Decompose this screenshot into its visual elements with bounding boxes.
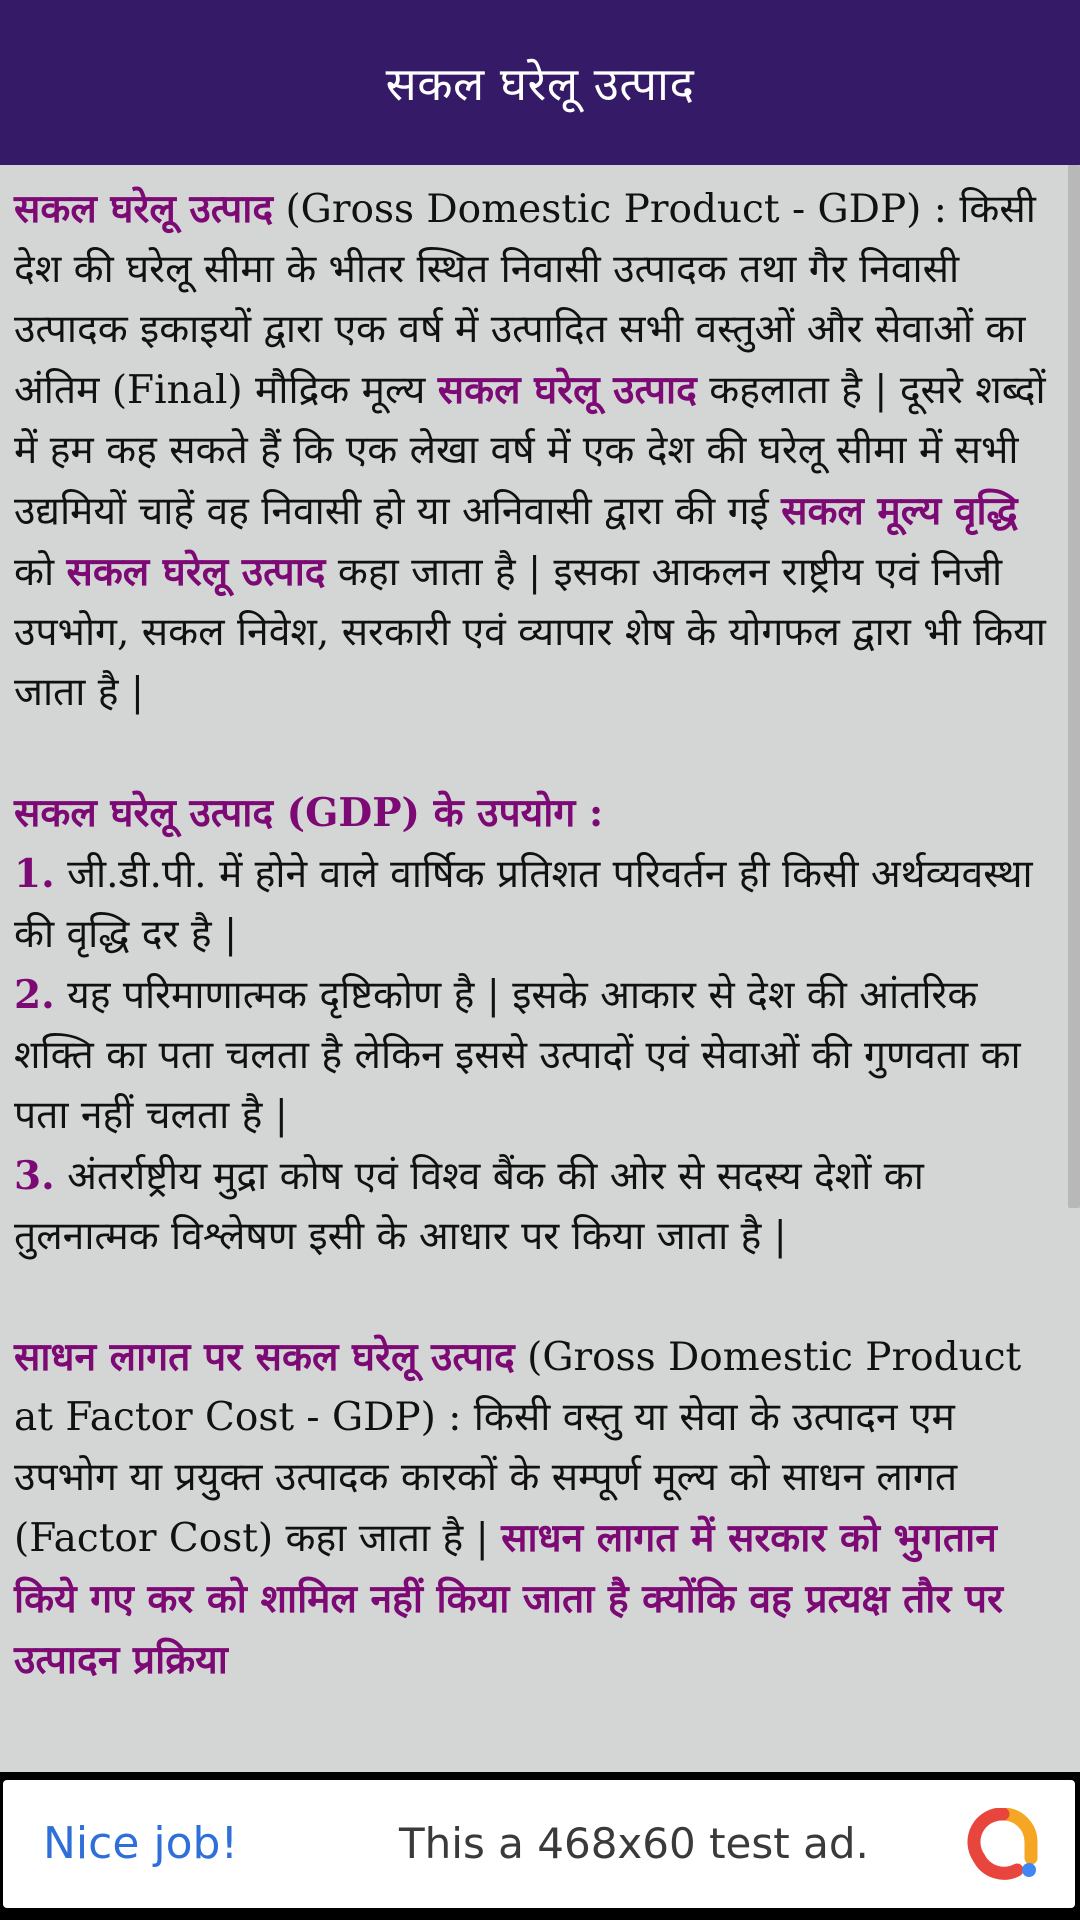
ad-text: This a 468x60 test ad. xyxy=(399,1819,869,1868)
paragraph-text: (Gross Domestic Product - GDP) : किसी देश की घरेलू सीमा के भीतर स्थित निवासी उत्पादक तथा गैर निवासी उत्पादक इकाइयों द्वारा एक वर्ष में उत्पादित सभी वस्तुओं और सेवाओं का अंतिम (Final) मौद्रिक मूल्य xyxy=(14,187,1036,413)
paragraph-text: (Gross Domestic Product at Factor Cost - GDP) : किसी वस्तु या सेवा के उत्पादन एम उपभोग या प्रयुक्त उत्पादक कारकों के सम्पूर्ण मूल्य को साधन लागत (Factor Cost) कहा जाता है | xyxy=(14,1335,1022,1561)
highlight-term: सकल घरेलू उत्पाद xyxy=(437,367,697,413)
list-item: जी.डी.पी. में होने वाले वार्षिक प्रतिशत परिवर्तन ही किसी अर्थव्यवस्था की वृद्धि दर है | xyxy=(14,852,1033,957)
list-item: यह परिमाणात्मक दृष्टिकोण है | इसके आकार से देश की आंतरिक शक्ति का पता चलता है लेकिन इससे उत्पादों एवं सेवाओं की गुणवता का पता नहीं चलता है | xyxy=(14,973,1021,1138)
paragraph-text: कहलाता है | दूसरे शब्दों में हम कह सकते हैं कि एक लेखा वर्ष में एक देश की घरेलू सीमा में सभी उद्यमियों चाहें वह निवासी हो या अनिवासी द्वारा की गई xyxy=(14,368,1046,534)
highlight-term: साधन लागत पर सकल घरेलू उत्पाद xyxy=(14,1334,515,1380)
gdp-definition-paragraph xyxy=(14,179,1058,723)
list-number: 2. xyxy=(14,972,55,1018)
ad-content[interactable] xyxy=(3,1780,1075,1908)
paragraph-text: कहा जाता है | इसका आकलन राष्ट्रीय एवं निजी उपभोग, सकल निवेश, सरकारी एवं व्यापार शेष के योगफल द्वारा भी किया जाता है | xyxy=(14,550,1046,715)
highlight-term: साधन लागत में सरकार को भुगतान किये गए कर को शामिल नहीं किया जाता है क्योंकि वह प्रत्यक्ष तौर पर उत्पादन प्रक्रिया xyxy=(14,1515,1003,1683)
factor-cost-paragraph xyxy=(14,1327,1058,1691)
highlight-term: सकल मूल्य वृद्धि xyxy=(781,488,1018,534)
page-title: सकल घरेलू उत्पाद xyxy=(385,56,695,111)
highlight-term: सकल घरेलू उत्पाद xyxy=(14,186,274,232)
list-number: 1. xyxy=(14,851,55,897)
app-bar xyxy=(0,0,1080,165)
list-item: अंतर्राष्ट्रीय मुद्रा कोष एवं विश्व बैंक की ओर से सदस्य देशों का तुलनात्मक विश्लेषण इसी के आधार पर किया जाता है | xyxy=(14,1154,924,1259)
article-content[interactable] xyxy=(0,165,1068,1772)
gdp-uses-section xyxy=(14,783,1058,1267)
ad-network-logo-icon xyxy=(967,1808,1039,1880)
list-number: 3. xyxy=(14,1153,55,1199)
paragraph-text: को xyxy=(14,550,67,595)
scrollbar[interactable] xyxy=(1068,165,1080,1772)
section-heading: सकल घरेलू उत्पाद (GDP) के उपयोग : xyxy=(14,790,604,836)
highlight-term: सकल घरेलू उत्पाद xyxy=(66,549,326,595)
scrollbar-thumb[interactable] xyxy=(1068,165,1080,1208)
ad-headline: Nice job! xyxy=(43,1818,239,1869)
ad-banner[interactable] xyxy=(0,1772,1080,1920)
